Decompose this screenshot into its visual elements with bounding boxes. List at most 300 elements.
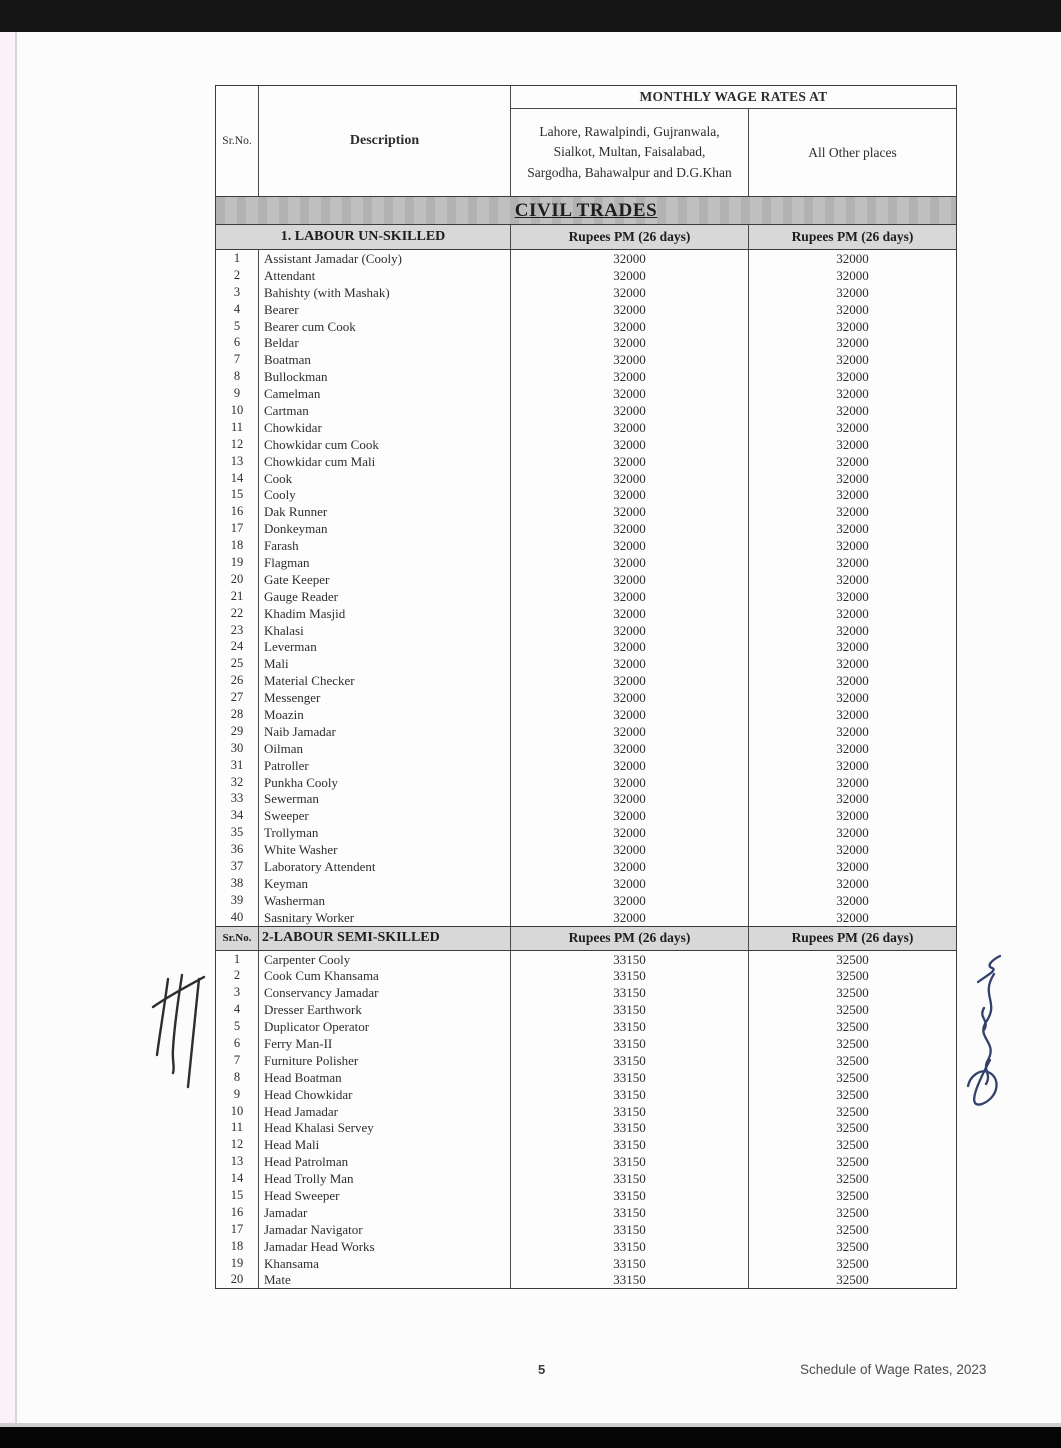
section-header-labour-unskilled: [216, 225, 956, 250]
row-sr-no: 8: [216, 1069, 259, 1086]
table-row: [216, 984, 956, 1001]
row-rate-region-b: 32000: [836, 571, 869, 587]
row-sr-no: 19: [216, 554, 259, 571]
row-sr-no: 4: [216, 1001, 259, 1018]
row-sr-no: 11: [216, 1120, 259, 1137]
rupees-pm-header-a: Rupees PM (26 days): [511, 927, 749, 950]
table-row: [216, 655, 956, 672]
table-row: [216, 638, 956, 655]
row-rate-region-b: 32500: [836, 1204, 869, 1220]
row-description: Keyman: [259, 875, 511, 892]
row-sr-no: 14: [216, 470, 259, 487]
row-rate-region-a: 32000: [511, 588, 749, 605]
row-description: Carpenter Cooly: [259, 951, 511, 968]
row-rate-region-a: 32000: [511, 824, 749, 841]
row-description: Jamadar Head Works: [259, 1238, 511, 1255]
row-sr-no: 16: [216, 503, 259, 520]
table-row: [216, 1255, 956, 1272]
rupees-pm-header-a: Rupees PM (26 days): [511, 225, 749, 249]
table-row: [216, 436, 956, 453]
table-row: [216, 1136, 956, 1153]
row-rate-region-a: 33150: [511, 1238, 749, 1255]
row-rate-region-a: 32000: [511, 503, 749, 520]
row-rate-region-a: 32000: [511, 622, 749, 639]
row-sr-no: 5: [216, 1018, 259, 1035]
row-sr-no: 26: [216, 672, 259, 689]
table-row: [216, 250, 956, 267]
row-sr-no: 17: [216, 520, 259, 537]
row-rate-region-b: 32000: [836, 386, 869, 402]
row-sr-no: 17: [216, 1221, 259, 1238]
row-rate-region-b: 32500: [836, 1036, 869, 1052]
row-description: Khansama: [259, 1255, 511, 1272]
row-rate-region-a: 32000: [511, 453, 749, 470]
scan-top-black-bar: [0, 0, 1061, 32]
row-rate-region-a: 32000: [511, 740, 749, 757]
row-rate-region-b: 32000: [836, 419, 869, 435]
row-rate-region-b: 32000: [836, 352, 869, 368]
table-row: [216, 1035, 956, 1052]
row-sr-no: 11: [216, 419, 259, 436]
row-rate-region-b: 32500: [836, 1272, 869, 1288]
table-row: [216, 1001, 956, 1018]
table-row: [216, 571, 956, 588]
row-sr-no: 13: [216, 453, 259, 470]
row-sr-no: 24: [216, 638, 259, 655]
row-sr-no: 15: [216, 1187, 259, 1204]
row-rate-region-b: 32500: [836, 1188, 869, 1204]
row-description: Cartman: [259, 402, 511, 419]
table-row: [216, 807, 956, 824]
table-row: [216, 841, 956, 858]
row-description: Naib Jamadar: [259, 723, 511, 740]
table-row: [216, 706, 956, 723]
row-description: Jamadar: [259, 1204, 511, 1221]
row-rate-region-a: 33150: [511, 968, 749, 985]
scan-left-edge-strip: [0, 32, 17, 1423]
row-description: Dresser Earthwork: [259, 1001, 511, 1018]
row-rate-region-b: 32000: [836, 487, 869, 503]
table-row: [216, 520, 956, 537]
row-sr-no: 6: [216, 334, 259, 351]
civil-trades-title: CIVIL TRADES: [514, 199, 658, 221]
table-row: [216, 318, 956, 335]
row-rate-region-a: 33150: [511, 1136, 749, 1153]
row-rate-region-a: 33150: [511, 1120, 749, 1137]
row-rate-region-b: 32500: [836, 1120, 869, 1136]
table-header: [216, 86, 956, 197]
table-row: [216, 453, 956, 470]
table-row: [216, 1170, 956, 1187]
row-rate-region-a: 33150: [511, 1153, 749, 1170]
table-row: [216, 875, 956, 892]
row-rate-region-b: 32000: [836, 875, 869, 891]
row-rate-region-b: 32000: [836, 656, 869, 672]
row-rate-region-b: 32500: [836, 985, 869, 1001]
row-rate-region-b: 32000: [836, 639, 869, 655]
row-sr-no: 39: [216, 892, 259, 909]
header-all-other-places: All Other places: [808, 144, 897, 160]
row-rate-region-b: 32500: [836, 968, 869, 984]
row-rate-region-b: 32500: [836, 1255, 869, 1271]
table-row: [216, 419, 956, 436]
row-rate-region-a: 32000: [511, 723, 749, 740]
row-rate-region-a: 33150: [511, 1052, 749, 1069]
row-rate-region-a: 33150: [511, 1221, 749, 1238]
row-rate-region-a: 33150: [511, 1187, 749, 1204]
row-rate-region-a: 33150: [511, 1069, 749, 1086]
row-description: Washerman: [259, 892, 511, 909]
table-row: [216, 605, 956, 622]
row-description: Head Chowkidar: [259, 1086, 511, 1103]
row-description: White Washer: [259, 841, 511, 858]
footer-document-title: Schedule of Wage Rates, 2023: [800, 1362, 987, 1377]
row-rate-region-b: 32000: [836, 335, 869, 351]
row-rate-region-a: 32000: [511, 520, 749, 537]
table-row: [216, 858, 956, 875]
row-sr-no: 3: [216, 984, 259, 1001]
row-rate-region-b: 32500: [836, 1052, 869, 1068]
scan-bottom-black-bar: [0, 1427, 1061, 1448]
row-rate-region-b: 32500: [836, 1002, 869, 1018]
row-sr-no: 3: [216, 284, 259, 301]
rows-labour-unskilled: [216, 250, 956, 926]
row-rate-region-b: 32000: [836, 605, 869, 621]
row-rate-region-a: 33150: [511, 1272, 749, 1289]
row-rate-region-b: 32000: [836, 436, 869, 452]
rupees-pm-header-b: Rupees PM (26 days): [791, 229, 914, 244]
row-rate-region-b: 32000: [836, 250, 869, 266]
table-row: [216, 824, 956, 841]
row-rate-region-a: 32000: [511, 402, 749, 419]
row-rate-region-b: 32000: [836, 825, 869, 841]
row-sr-no: 35: [216, 824, 259, 841]
table-row: [216, 1120, 956, 1137]
table-row: [216, 791, 956, 808]
row-rate-region-b: 32500: [836, 1019, 869, 1035]
row-description: Khalasi: [259, 622, 511, 639]
row-description: Material Checker: [259, 672, 511, 689]
row-rate-region-b: 32000: [836, 504, 869, 520]
row-description: Mali: [259, 655, 511, 672]
table-row: [216, 1103, 956, 1120]
row-description: Conservancy Jamadar: [259, 984, 511, 1001]
table-row: [216, 368, 956, 385]
row-rate-region-a: 32000: [511, 385, 749, 402]
table-row: [216, 1238, 956, 1255]
row-sr-no: 31: [216, 757, 259, 774]
row-sr-no: 37: [216, 858, 259, 875]
header-description: Description: [259, 86, 511, 196]
table-row: [216, 1204, 956, 1221]
row-rate-region-b: 32000: [836, 521, 869, 537]
table-row: [216, 301, 956, 318]
row-description: Bearer: [259, 301, 511, 318]
row-description: Bahishty (with Mashak): [259, 284, 511, 301]
row-description: Bullockman: [259, 368, 511, 385]
row-rate-region-b: 32000: [836, 740, 869, 756]
row-sr-no: 18: [216, 537, 259, 554]
header-region-cities: Lahore, Rawalpindi, Gujranwala, Sialkot, Multan, Faisalabad, Sargodha, Bahawalpur and D.G.Khan: [511, 109, 749, 196]
row-rate-region-a: 32000: [511, 351, 749, 368]
row-sr-no: 2: [216, 267, 259, 284]
row-rate-region-b: 32000: [836, 842, 869, 858]
row-sr-no: 1: [216, 250, 259, 267]
header-sr-no: Sr.No.: [216, 86, 259, 196]
row-sr-no: 5: [216, 318, 259, 335]
row-rate-region-a: 32000: [511, 250, 749, 267]
row-sr-no: 33: [216, 791, 259, 808]
row-rate-region-b: 32000: [836, 453, 869, 469]
row-description: Chowkidar cum Cook: [259, 436, 511, 453]
table-row: [216, 723, 956, 740]
row-rate-region-b: 32000: [836, 554, 869, 570]
row-sr-no: 18: [216, 1238, 259, 1255]
row-rate-region-b: 32000: [836, 588, 869, 604]
table-row: [216, 334, 956, 351]
row-rate-region-a: 32000: [511, 655, 749, 672]
row-sr-no: 30: [216, 740, 259, 757]
table-row: [216, 1052, 956, 1069]
row-rate-region-b: 32000: [836, 538, 869, 554]
row-description: Head Mali: [259, 1136, 511, 1153]
row-rate-region-a: 33150: [511, 1035, 749, 1052]
row-sr-no: 1: [216, 951, 259, 968]
row-description: Cook: [259, 470, 511, 487]
row-sr-no: 19: [216, 1255, 259, 1272]
signature-scribble-icon: [956, 948, 1016, 1110]
row-rate-region-b: 32000: [836, 267, 869, 283]
table-row: [216, 351, 956, 368]
row-description: Patroller: [259, 757, 511, 774]
row-description: Head Boatman: [259, 1069, 511, 1086]
table-row: [216, 588, 956, 605]
row-rate-region-a: 33150: [511, 984, 749, 1001]
row-rate-region-b: 32000: [836, 774, 869, 790]
table-row: [216, 968, 956, 985]
section-sr-no-label: Sr.No.: [216, 927, 259, 950]
row-rate-region-b: 32500: [836, 1103, 869, 1119]
row-rate-region-b: 32000: [836, 706, 869, 722]
row-sr-no: 27: [216, 689, 259, 706]
row-sr-no: 9: [216, 1086, 259, 1103]
row-rate-region-a: 33150: [511, 1018, 749, 1035]
row-description: Donkeyman: [259, 520, 511, 537]
table-row: [216, 267, 956, 284]
row-rate-region-a: 33150: [511, 1204, 749, 1221]
row-description: Head Patrolman: [259, 1153, 511, 1170]
row-description: Dak Runner: [259, 503, 511, 520]
row-rate-region-b: 32500: [836, 1137, 869, 1153]
row-rate-region-a: 32000: [511, 791, 749, 808]
row-rate-region-b: 32000: [836, 673, 869, 689]
table-row: [216, 909, 956, 926]
table-row: [216, 1153, 956, 1170]
row-description: Mate: [259, 1272, 511, 1289]
row-sr-no: 34: [216, 807, 259, 824]
table-row: [216, 1069, 956, 1086]
row-sr-no: 2: [216, 968, 259, 985]
table-row: [216, 774, 956, 791]
row-description: Sasnitary Worker: [259, 909, 511, 926]
row-sr-no: 40: [216, 909, 259, 926]
section-title: 1. LABOUR UN-SKILLED: [216, 225, 511, 249]
row-rate-region-b: 32500: [836, 951, 869, 967]
row-rate-region-a: 32000: [511, 486, 749, 503]
row-rate-region-a: 32000: [511, 605, 749, 622]
table-row: [216, 503, 956, 520]
row-rate-region-b: 32000: [836, 808, 869, 824]
row-rate-region-a: 32000: [511, 267, 749, 284]
row-rate-region-a: 32000: [511, 554, 749, 571]
row-description: Chowkidar cum Mali: [259, 453, 511, 470]
row-rate-region-a: 33150: [511, 951, 749, 968]
row-sr-no: 9: [216, 385, 259, 402]
row-sr-no: 23: [216, 622, 259, 639]
row-rate-region-a: 32000: [511, 301, 749, 318]
row-rate-region-a: 33150: [511, 1086, 749, 1103]
table-row: [216, 1018, 956, 1035]
row-rate-region-b: 32500: [836, 1086, 869, 1102]
row-rate-region-a: 33150: [511, 1170, 749, 1187]
row-rate-region-a: 32000: [511, 419, 749, 436]
row-sr-no: 12: [216, 436, 259, 453]
row-sr-no: 32: [216, 774, 259, 791]
row-description: Attendant: [259, 267, 511, 284]
row-rate-region-b: 32000: [836, 690, 869, 706]
row-rate-region-b: 32000: [836, 859, 869, 874]
row-rate-region-b: 32000: [836, 470, 869, 486]
row-rate-region-a: 32000: [511, 470, 749, 487]
section-title: 2-LABOUR SEMI-SKILLED: [259, 927, 511, 950]
row-rate-region-b: 32000: [836, 284, 869, 300]
row-rate-region-b: 32000: [836, 909, 869, 925]
row-rate-region-a: 32000: [511, 706, 749, 723]
row-rate-region-a: 32000: [511, 571, 749, 588]
row-sr-no: 38: [216, 875, 259, 892]
rupees-pm-header-b: Rupees PM (26 days): [791, 930, 914, 946]
row-sr-no: 28: [216, 706, 259, 723]
row-sr-no: 7: [216, 1052, 259, 1069]
row-rate-region-a: 32000: [511, 807, 749, 824]
section-header-labour-semi-skilled: [216, 926, 956, 951]
row-description: Head Trolly Man: [259, 1170, 511, 1187]
table-row: [216, 284, 956, 301]
initial-scribble-icon: [146, 965, 216, 1090]
header-monthly-wage-rates: MONTHLY WAGE RATES AT: [511, 86, 956, 109]
table-row: [216, 757, 956, 774]
row-rate-region-a: 33150: [511, 1255, 749, 1272]
table-row: [216, 1221, 956, 1238]
row-rate-region-b: 32500: [836, 1069, 869, 1085]
handwritten-signature-mark: [956, 948, 1016, 1115]
row-sr-no: 4: [216, 301, 259, 318]
row-description: Laboratory Attendent: [259, 858, 511, 875]
row-rate-region-a: 32000: [511, 318, 749, 335]
row-sr-no: 7: [216, 351, 259, 368]
row-rate-region-a: 32000: [511, 436, 749, 453]
row-description: Ferry Man-II: [259, 1035, 511, 1052]
row-rate-region-b: 32000: [836, 723, 869, 739]
row-sr-no: 6: [216, 1035, 259, 1052]
row-description: Sewerman: [259, 791, 511, 808]
row-sr-no: 10: [216, 1103, 259, 1120]
row-description: Camelman: [259, 385, 511, 402]
row-description: Duplicator Operator: [259, 1018, 511, 1035]
row-rate-region-a: 32000: [511, 672, 749, 689]
row-description: Cooly: [259, 486, 511, 503]
row-rate-region-b: 32500: [836, 1238, 869, 1254]
row-rate-region-a: 32000: [511, 638, 749, 655]
row-description: Sweeper: [259, 807, 511, 824]
table-row: [216, 689, 956, 706]
row-description: Cook Cum Khansama: [259, 968, 511, 985]
table-row: [216, 740, 956, 757]
row-description: Gauge Reader: [259, 588, 511, 605]
row-rate-region-a: 33150: [511, 1001, 749, 1018]
row-sr-no: 36: [216, 841, 259, 858]
table-row: [216, 951, 956, 968]
page-number: 5: [538, 1362, 546, 1377]
row-description: Punkha Cooly: [259, 774, 511, 791]
row-description: Beldar: [259, 334, 511, 351]
row-rate-region-b: 32000: [836, 402, 869, 418]
table-row: [216, 892, 956, 909]
row-description: Head Sweeper: [259, 1187, 511, 1204]
row-description: Boatman: [259, 351, 511, 368]
table-row: [216, 622, 956, 639]
table-row: [216, 402, 956, 419]
table-row: [216, 470, 956, 487]
row-sr-no: 10: [216, 402, 259, 419]
row-sr-no: 20: [216, 1272, 259, 1289]
row-description: Khadim Masjid: [259, 605, 511, 622]
row-sr-no: 15: [216, 486, 259, 503]
row-sr-no: 14: [216, 1170, 259, 1187]
table-row: [216, 672, 956, 689]
row-rate-region-a: 32000: [511, 537, 749, 554]
row-description: Messenger: [259, 689, 511, 706]
table-row: [216, 537, 956, 554]
row-description: Assistant Jamadar (Cooly): [259, 250, 511, 267]
row-rate-region-a: 32000: [511, 368, 749, 385]
civil-trades-banner: [216, 197, 956, 225]
row-rate-region-a: 32000: [511, 757, 749, 774]
row-description: Head Jamadar: [259, 1103, 511, 1120]
row-description: Gate Keeper: [259, 571, 511, 588]
row-sr-no: 29: [216, 723, 259, 740]
row-rate-region-b: 32500: [836, 1221, 869, 1237]
row-rate-region-a: 32000: [511, 774, 749, 791]
table-row: [216, 486, 956, 503]
row-rate-region-a: 32000: [511, 875, 749, 892]
table-row: [216, 1187, 956, 1204]
row-rate-region-a: 32000: [511, 689, 749, 706]
row-rate-region-a: 32000: [511, 892, 749, 909]
row-rate-region-a: 32000: [511, 334, 749, 351]
row-sr-no: 20: [216, 571, 259, 588]
table-row: [216, 1272, 956, 1289]
row-rate-region-b: 32000: [836, 622, 869, 638]
row-rate-region-a: 32000: [511, 909, 749, 926]
row-description: Furniture Polisher: [259, 1052, 511, 1069]
row-sr-no: 8: [216, 368, 259, 385]
table-row: [216, 385, 956, 402]
row-description: Moazin: [259, 706, 511, 723]
row-rate-region-b: 32000: [836, 757, 869, 773]
row-rate-region-b: 32000: [836, 318, 869, 334]
row-rate-region-b: 32500: [836, 1154, 869, 1170]
